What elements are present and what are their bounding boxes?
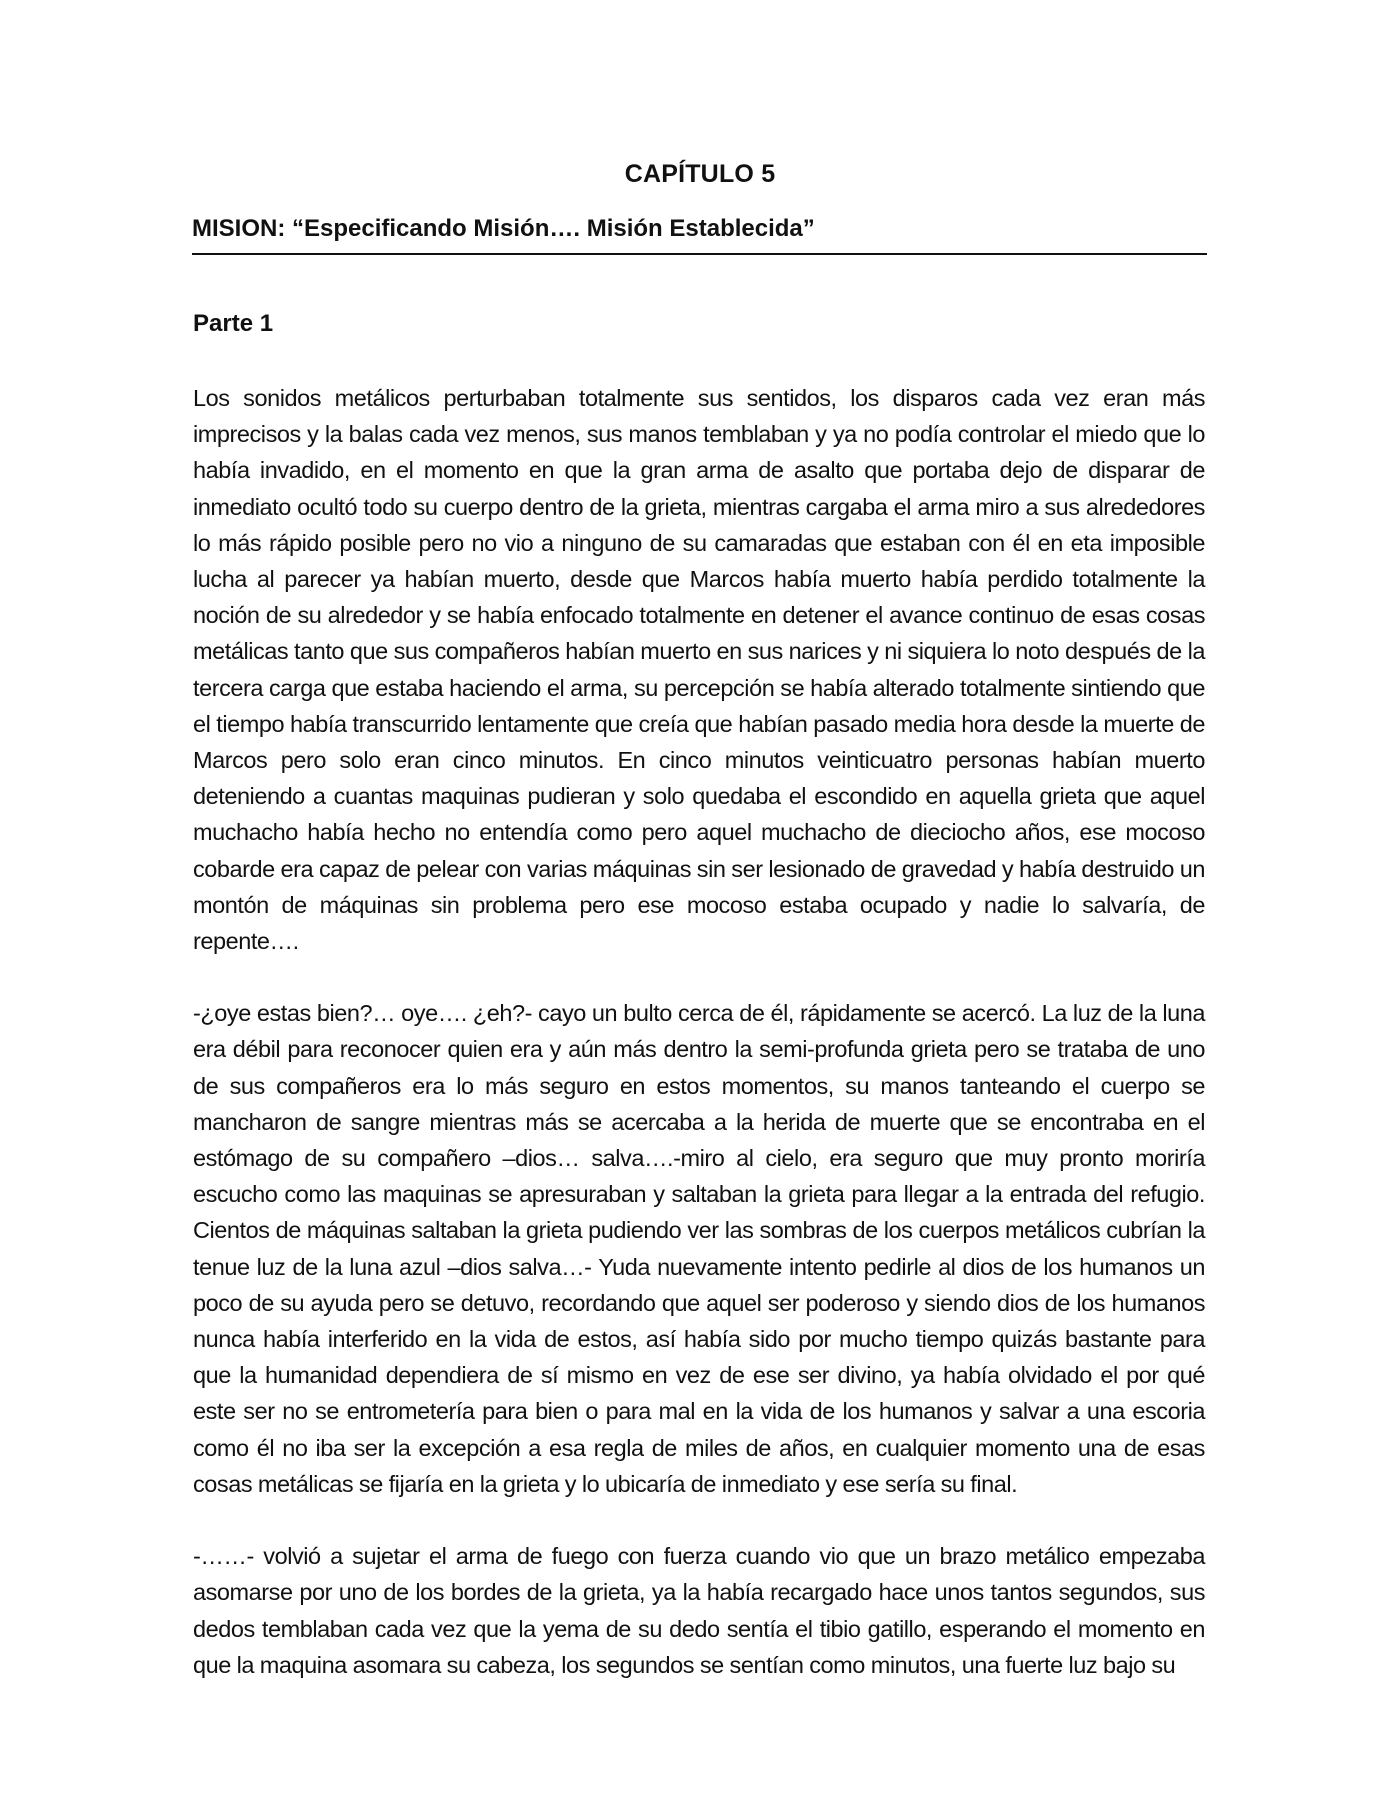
chapter-title: CAPÍTULO 5 bbox=[624, 160, 776, 188]
paragraph: -……- volvió a sujetar el arma de fuego con fuerza cuando vio que un brazo metálico empezaba asomarse por uno de los bordes de la grieta, ya la había recargado hace unos tantos segundos, sus dedos temblaban cada vez que la yema de su dedo sentía el tibio gatillo, esperando el momento en que la maquina asomara su cabeza, los segundos se sentían como minutos, una fuerte luz bajo su bbox=[193, 1543, 1205, 1678]
body-text bbox=[193, 380, 1205, 1719]
mission-heading: MISION: “Especificando Misión…. Misión Establecida” bbox=[192, 215, 1207, 255]
part-title: Parte 1 bbox=[193, 310, 274, 337]
paragraph: -¿oye estas bien?… oye…. ¿eh?- cayo un bulto cerca de él, rápidamente se acercó. La luz de la luna era débil para reconocer quien era y aún más dentro la semi-profunda grieta pero se trataba de uno de sus compañeros era lo más seguro en estos momentos, su manos tanteando el cuerpo se mancharon de sangre mientras más se acercaba a la herida de muerte que se encontraba en el estómago de su compañero –dios… salva….-miro al cielo, era seguro que muy pronto moriría escucho como las maquinas se apresuraban y saltaban la grieta para llegar a la entrada del refugio. Cientos de máquinas saltaban la grieta pudiendo ver las sombras de los cuerpos metálicos cubrían la tenue luz de la luna azul –dios salva…- Yuda nuevamente intento pedirle al dios de los humanos un poco de su ayuda pero se detuvo, recordando que aquel ser poderoso y siendo dios de los humanos nunca había interferido en la vida de estos, así había sido por mucho tiempo quizás bastante para que la humanidad dependiera de sí mismo en vez de ese ser divino, ya había olvidado el por qué este ser no se entrometería para bien o para mal en la vida de los humanos y salvar a una escoria como él no iba ser la excepción a esa regla de miles de años, en cualquier momento una de esas cosas metálicas se fijaría en la grieta y lo ubicaría de inmediato y ese sería su final. bbox=[193, 1000, 1205, 1497]
paragraph: Los sonidos metálicos perturbaban totalmente sus sentidos, los disparos cada vez eran más imprecisos y la balas cada vez menos, sus manos temblaban y ya no podía controlar el miedo que lo había invadido, en el momento en que la gran arma de asalto que portaba dejo de disparar de inmediato ocultó todo su cuerpo dentro de la grieta, mientras cargaba el arma miro a sus alrededores lo más rápido posible pero no vio a ninguno de su camaradas que estaban con él en eta imposible lucha al parecer ya habían muerto, desde que Marcos había muerto había perdido totalmente la noción de su alrededor y se había enfocado totalmente en detener el avance continuo de esas cosas metálicas tanto que sus compañeros habían muerto en sus narices y ni siquiera lo noto después de la tercera carga que estaba haciendo el arma, su percepción se había alterado totalmente sintiendo que el tiempo había transcurrido lentamente que creía que habían pasado media hora desde la muerte de Marcos pero solo eran cinco minutos. En cinco minutos veinticuatro personas habían muerto deteniendo a cuantas maquinas pudieran y solo quedaba el escondido en aquella grieta que aquel muchacho había hecho no entendía como pero aquel muchacho de dieciocho años, ese mocoso cobarde era capaz de pelear con varias máquinas sin ser lesionado de gravedad y había destruido un montón de máquinas sin problema pero ese mocoso estaba ocupado y nadie lo salvaría, de repente…. bbox=[193, 385, 1205, 955]
